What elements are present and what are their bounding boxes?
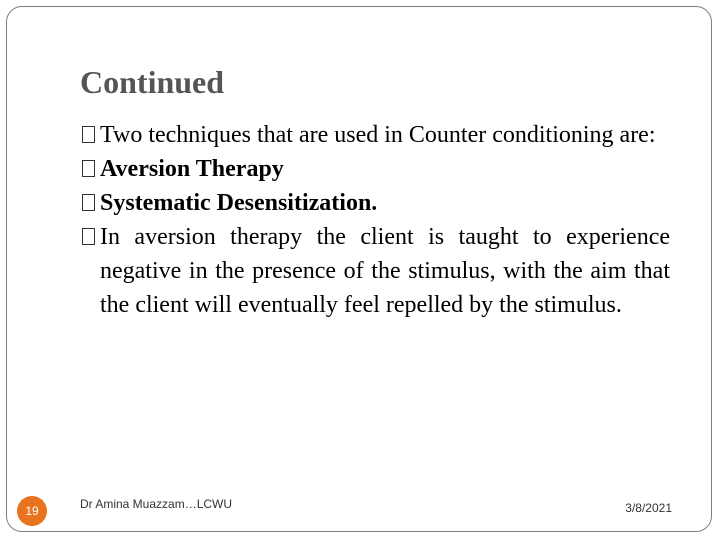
box-bullet-icon bbox=[82, 194, 95, 211]
bullet-text: Systematic Desensitization. bbox=[100, 190, 378, 216]
footer-author: Dr Amina Muazzam…LCWU bbox=[80, 497, 233, 511]
page-number-badge: 19 bbox=[17, 496, 47, 526]
footer-date: 3/8/2021 bbox=[625, 501, 672, 515]
bullet-item bbox=[80, 118, 670, 152]
bullet-text: In aversion therapy the client is taught to experience negative in the presence of the stimulus, with the aim that the client will eventually feel repelled by the stimulus. bbox=[100, 224, 670, 318]
bullet-item bbox=[80, 152, 670, 186]
bullet-text: Two techniques that are used in Counter conditioning are: bbox=[100, 122, 656, 148]
bullet-item bbox=[80, 186, 670, 220]
bullet-text: Aversion Therapy bbox=[100, 156, 284, 182]
slide-content bbox=[80, 118, 670, 322]
slide-title: Continued bbox=[80, 64, 225, 100]
bullet-item bbox=[80, 220, 670, 322]
box-bullet-icon bbox=[82, 160, 95, 177]
box-bullet-icon bbox=[82, 228, 95, 245]
box-bullet-icon bbox=[82, 126, 95, 143]
